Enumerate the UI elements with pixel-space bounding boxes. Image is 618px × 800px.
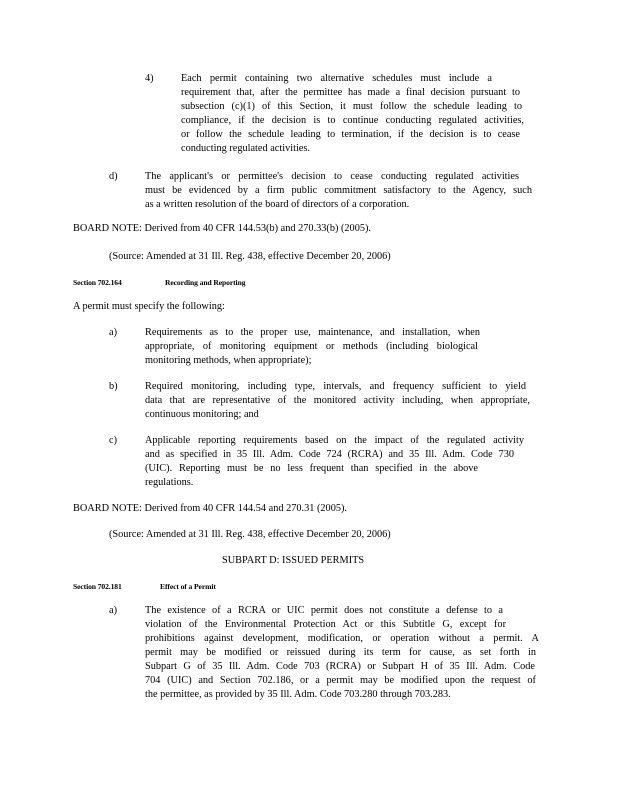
item-a-line: permit may be modified or reissued during its term for cause, as set forth in	[145, 647, 536, 658]
item-4-line: requirement that, after the permittee has made a final decision pursuant to	[181, 87, 520, 98]
section-number: Section 702.164	[73, 278, 122, 287]
item-c-line: and as specified in 35 Ill. Adm. Code 724 (RCRA) and 35 Ill. Adm. Code 730	[145, 449, 514, 460]
item-b-line: Required monitoring, including type, intervals, and frequency sufficient to yield	[145, 381, 526, 392]
item-4-line: subsection (c)(1) of this Section, it must follow the schedule leading to	[181, 101, 522, 112]
item-4-line: Each permit containing two alternative schedules must include a	[181, 73, 492, 84]
item-b-label: b)	[109, 381, 118, 392]
board-note: BOARD NOTE: Derived from 40 CFR 144.53(b) and 270.33(b) (2005).	[73, 223, 372, 234]
item-d-line: as a written resolution of the board of directors of a corporation.	[145, 199, 410, 210]
item-a-line: The existence of a RCRA or UIC permit does not constitute a defense to a	[145, 605, 503, 616]
item-c-line: Applicable reporting requirements based on the impact of the regulated activity	[145, 435, 524, 446]
item-a-line: monitoring methods, when appropriate);	[145, 355, 312, 366]
item-a-label: a)	[109, 605, 117, 616]
item-a-line: Subpart G of 35 Ill. Adm. Code 703 (RCRA) or Subpart H of 35 Ill. Adm. Code	[145, 661, 535, 672]
item-d-label: d)	[109, 171, 118, 182]
item-4-label: 4)	[145, 73, 154, 84]
item-c-line: regulations.	[145, 477, 194, 488]
item-b-line: data that are representative of the monitored activity including, when appropriate,	[145, 395, 530, 406]
item-a-label: a)	[109, 327, 117, 338]
item-a-line: appropriate, of monitoring equipment or methods (including biological	[145, 341, 478, 352]
item-a-line: violation of the Environmental Protection Act or this Subtitle G, except for	[145, 619, 506, 630]
item-4-line: or follow the schedule leading to termination, if the decision is to cease	[181, 129, 520, 140]
item-4-line: conducting regulated activities.	[181, 143, 310, 154]
item-a-line: the permittee, as provided by 35 Ill. Adm. Code 703.280 through 703.283.	[145, 689, 451, 700]
item-c-line: (UIC). Reporting must be no less frequent than specified in the above	[145, 463, 478, 474]
item-4-line: compliance, if the decision is to continue conducting regulated activities,	[181, 115, 524, 126]
source-note: (Source: Amended at 31 Ill. Reg. 438, effective December 20, 2006)	[109, 251, 391, 262]
section-number: Section 702.181	[73, 582, 122, 591]
item-d-line: must be evidenced by a firm public commitment satisfactory to the Agency, such	[145, 185, 532, 196]
item-b-line: continuous monitoring; and	[145, 409, 259, 420]
item-a-line: 704 (UIC) and Section 702.186, or a permit may be modified upon the request of	[145, 675, 536, 686]
section-title: Recording and Reporting	[165, 278, 246, 287]
board-note: BOARD NOTE: Derived from 40 CFR 144.54 and 270.31 (2005).	[73, 503, 347, 514]
source-note: (Source: Amended at 31 Ill. Reg. 438, effective December 20, 2006)	[109, 529, 391, 540]
item-a-line: Requirements as to the proper use, maintenance, and installation, when	[145, 327, 480, 338]
item-c-label: c)	[109, 435, 117, 446]
item-a-line: prohibitions against development, modification, or operation without a permit. A	[145, 633, 539, 644]
section-title: Effect of a Permit	[160, 582, 216, 591]
subpart-heading: SUBPART D: ISSUED PERMITS	[222, 555, 365, 566]
section-intro: A permit must specify the following:	[73, 301, 225, 312]
item-d-line: The applicant's or permittee's decision to cease conducting regulated activities	[145, 171, 519, 182]
